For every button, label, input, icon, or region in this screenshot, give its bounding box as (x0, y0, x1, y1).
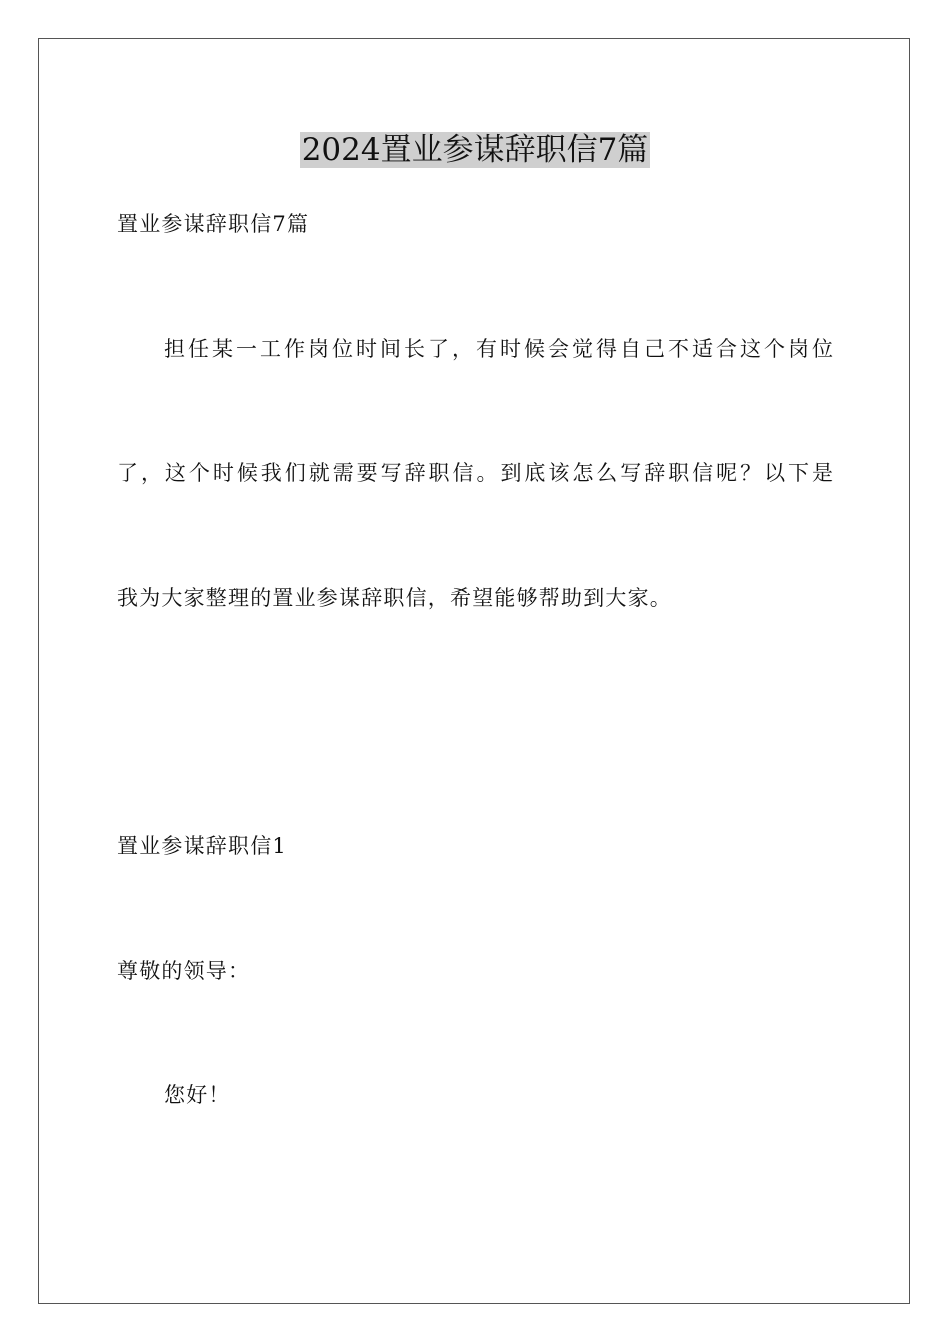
document-title (0, 128, 950, 172)
section-heading: 置业参谋辞职信1 (117, 834, 287, 858)
intro-line-2: 了，这个时候我们就需要写辞职信。到底该怎么写辞职信呢？以下是 (117, 461, 833, 485)
intro-line-1: 担任某一工作岗位时间长了，有时候会觉得自己不适合这个岗位 (164, 337, 833, 361)
salutation: 尊敬的领导： (117, 959, 251, 983)
document-subtitle: 置业参谋辞职信7篇 (117, 212, 310, 236)
document-title-text: 2024置业参谋辞职信7篇 (301, 132, 649, 168)
intro-line-3: 我为大家整理的置业参谋辞职信，希望能够帮助到大家。 (117, 586, 672, 610)
greeting: 您好！ (164, 1083, 231, 1107)
